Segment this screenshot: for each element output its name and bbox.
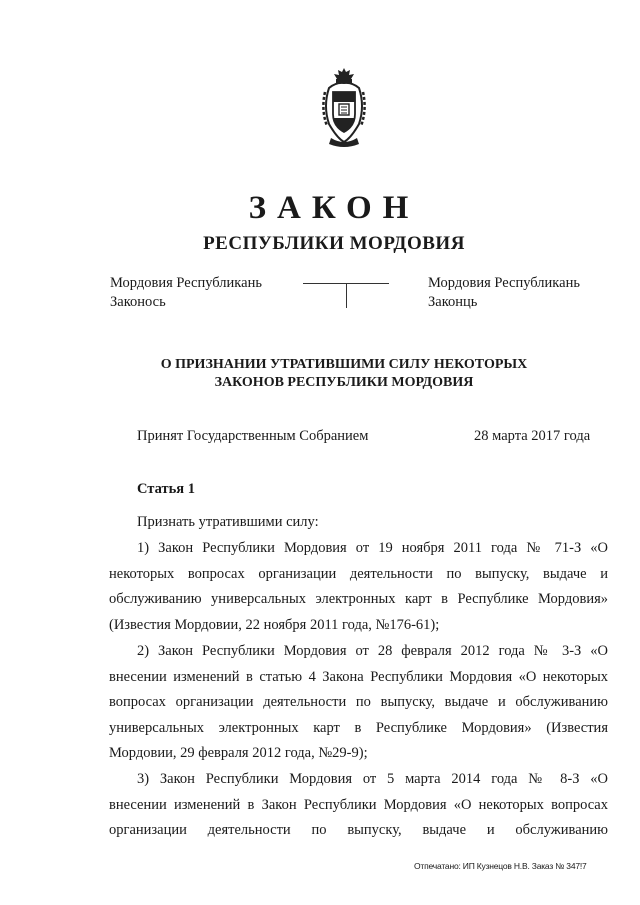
item-line: Мордовии, 29 февраля 2012 года, №29-9); <box>109 745 368 761</box>
right-language-line: Законць <box>428 294 478 310</box>
item-line: 1) Закон Республики Мордовия от 19 ноября 2011 года № 71-З «О <box>137 540 608 556</box>
item-line: внесении изменений в статью 4 Закона Республики Мордовия «О некоторых <box>109 668 608 685</box>
item-line: организации деятельности по выпуску, выдаче и обслуживанию <box>109 822 608 838</box>
right-language-label <box>428 274 580 312</box>
print-note: Отпечатано: ИП Кузнецов Н.В. Заказ № 347!7 <box>414 861 587 871</box>
article-heading: Статья 1 <box>137 481 195 497</box>
law-title-line: ЗАКОНОВ РЕСПУБЛИКИ МОРДОВИЯ <box>214 375 474 390</box>
left-language-line: Мордовия Республикань <box>110 275 262 291</box>
article-item <box>109 639 608 767</box>
left-language-label <box>110 274 262 312</box>
right-language-line: Мордовия Республикань <box>428 275 580 291</box>
item-line: вопросах организации деятельности по выпуску, выдаче и обслуживанию <box>109 694 608 710</box>
law-title <box>0 356 640 392</box>
item-line: внесении изменений в Закон Республики Мордовия «О некоторых вопросах <box>109 796 608 813</box>
item-line: (Известия Мордовии, 22 ноября 2011 года, №176-61); <box>109 616 440 633</box>
header-divider-vertical <box>346 283 347 308</box>
coat-of-arms-icon <box>319 66 369 150</box>
law-title-line: О ПРИЗНАНИИ УТРАТИВШИМИ СИЛУ НЕКОТОРЫХ <box>160 357 528 372</box>
item-line: обслуживанию универсальных электронных карт в Республике Мордовия» <box>109 591 608 607</box>
item-line: 3) Закон Республики Мордовия от 5 марта 2014 года № 8-З «О <box>137 771 608 787</box>
adoption-text: Принят Государственным Собранием <box>137 428 369 444</box>
item-line: универсальных электронных карт в Республике Мордовия» (Известия <box>109 719 608 736</box>
left-language-line: Законось <box>110 294 166 310</box>
adoption-date: 28 марта 2017 года <box>474 428 591 444</box>
document-title: ЗАКОН <box>248 190 420 226</box>
item-line: некоторых вопросах организации деятельности по выпуску, выдаче и <box>109 565 608 582</box>
article-item <box>109 767 608 844</box>
document-subtitle: РЕСПУБЛИКИ МОРДОВИЯ <box>203 233 465 254</box>
item-line: 2) Закон Республики Мордовия от 28 февраля 2012 года № 3-З «О <box>137 643 608 659</box>
article-intro: Признать утратившими силу: <box>137 514 319 530</box>
article-item <box>109 536 608 638</box>
